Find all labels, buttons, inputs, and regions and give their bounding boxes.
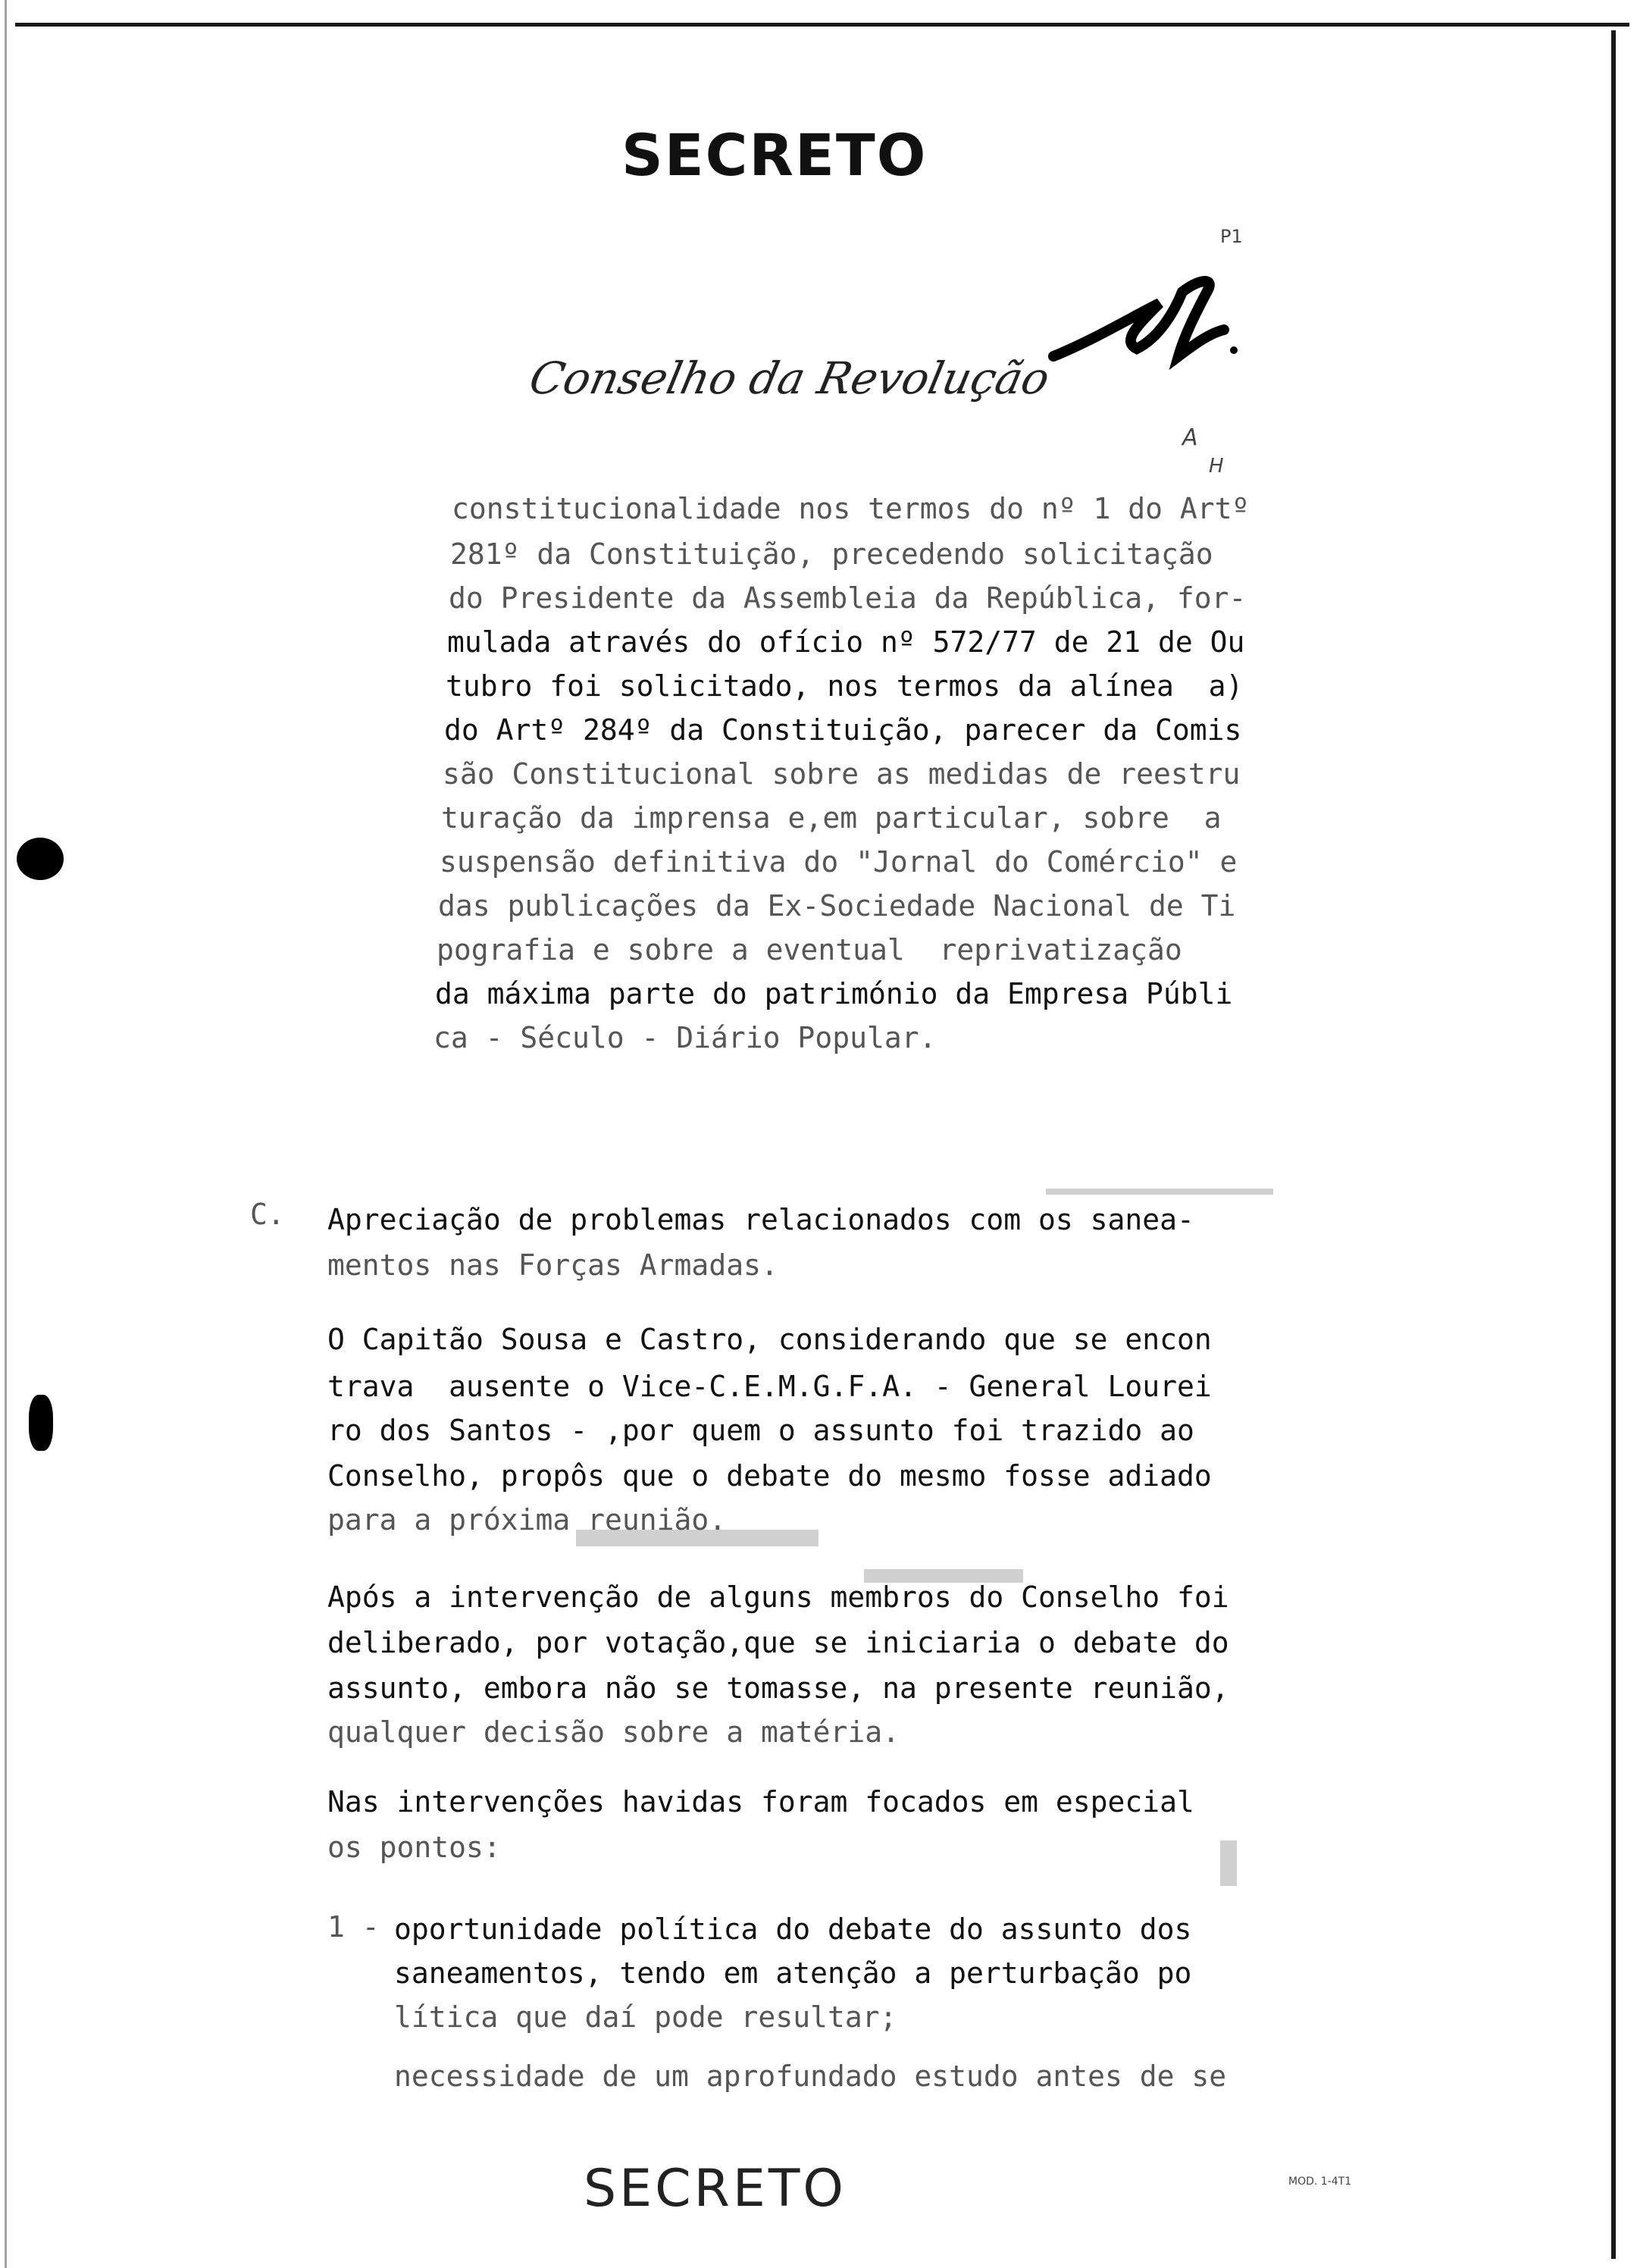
text-line: trava ausente o Vice-C.E.M.G.F.A. - General Lourei [327, 1370, 1212, 1403]
text-line: mentos nas Forças Armadas. [327, 1248, 778, 1282]
text-line: tubro foi solicitado, nos termos da alínea a) [446, 669, 1244, 703]
text-line: do Presidente da Assembleia da República, for- [449, 581, 1247, 615]
text-line: da máxima parte do património da Empresa Públi [435, 977, 1233, 1010]
text-line: suspensão definitiva do "Jornal do Comércio" e [440, 845, 1238, 879]
text-line: são Constitucional sobre as medidas de reestru [443, 757, 1241, 791]
punch-hole-bottom [29, 1395, 53, 1451]
text-line: das publicações da Ex-Sociedade Nacional de Ti [438, 889, 1236, 923]
punch-hole-top [17, 838, 64, 880]
text-line: constitucionalidade nos termos do nº 1 do Artº [452, 492, 1250, 525]
page-mark-2: A [1182, 424, 1198, 451]
text-line: assunto, embora não se tomasse, na presente reunião, [327, 1671, 1229, 1705]
text-line: turação da imprensa e,em particular, sobre a [441, 801, 1222, 835]
scan-left-border [5, 0, 7, 2268]
scan-smudge [864, 1569, 1023, 1583]
text-line: os pontos: [327, 1831, 501, 1864]
text-line: mulada através do ofício nº 572/77 de 21 de Ou [447, 625, 1245, 659]
text-line: saneamentos, tendo em atenção a perturbação po [394, 1956, 1192, 1990]
text-line: pografia e sobre a eventual reprivatização [437, 933, 1182, 966]
item-c-label: C. [250, 1198, 285, 1231]
text-line: ca - Século - Diário Popular. [434, 1021, 937, 1054]
scan-smudge [1220, 1840, 1237, 1886]
text-line: deliberado, por votação,que se iniciaria o debate do [327, 1626, 1229, 1659]
text-line: Apreciação de problemas relacionados com os sanea- [327, 1203, 1194, 1236]
scan-right-border [1611, 30, 1616, 2259]
scan-smudge [576, 1530, 818, 1546]
page-mark-3: H [1209, 455, 1224, 478]
text-line: oportunidade política do debate do assunto dos [394, 1912, 1192, 1946]
text-line: lítica que daí pode resultar; [394, 2000, 897, 2034]
form-code: MOD. 1-4T1 [1288, 2176, 1352, 2188]
list-item-number: 1 - [327, 1910, 380, 1944]
scan-smudge [1046, 1189, 1273, 1195]
page-mark-1: P1 [1220, 226, 1243, 247]
text-line: Nas intervenções havidas foram focados em especial [327, 1785, 1194, 1818]
handwritten-initials [1046, 258, 1243, 379]
text-line: do Artº 284º da Constituição, parecer da Comis [444, 713, 1242, 747]
letterhead-title: Conselho da Revolução [524, 352, 1054, 404]
text-line: 281º da Constituição, precedendo solicitação [450, 537, 1213, 571]
text-line: para a próxima reunião. [327, 1503, 727, 1537]
scan-top-border [15, 23, 1629, 27]
text-line: Conselho, propôs que o debate do mesmo fosse adiado [327, 1459, 1212, 1493]
text-line: necessidade de um aprofundado estudo antes de se [394, 2060, 1227, 2093]
text-line: O Capitão Sousa e Castro, considerando que se encon [327, 1323, 1212, 1356]
text-line: qualquer decisão sobre a matéria. [327, 1715, 900, 1749]
classification-stamp-top: SECRETO [621, 121, 928, 189]
classification-stamp-bottom: SECRETO [584, 2159, 847, 2219]
text-line: ro dos Santos - ,por quem o assunto foi trazido ao [327, 1414, 1194, 1447]
text-line: Após a intervenção de alguns membros do Conselho foi [327, 1580, 1229, 1614]
